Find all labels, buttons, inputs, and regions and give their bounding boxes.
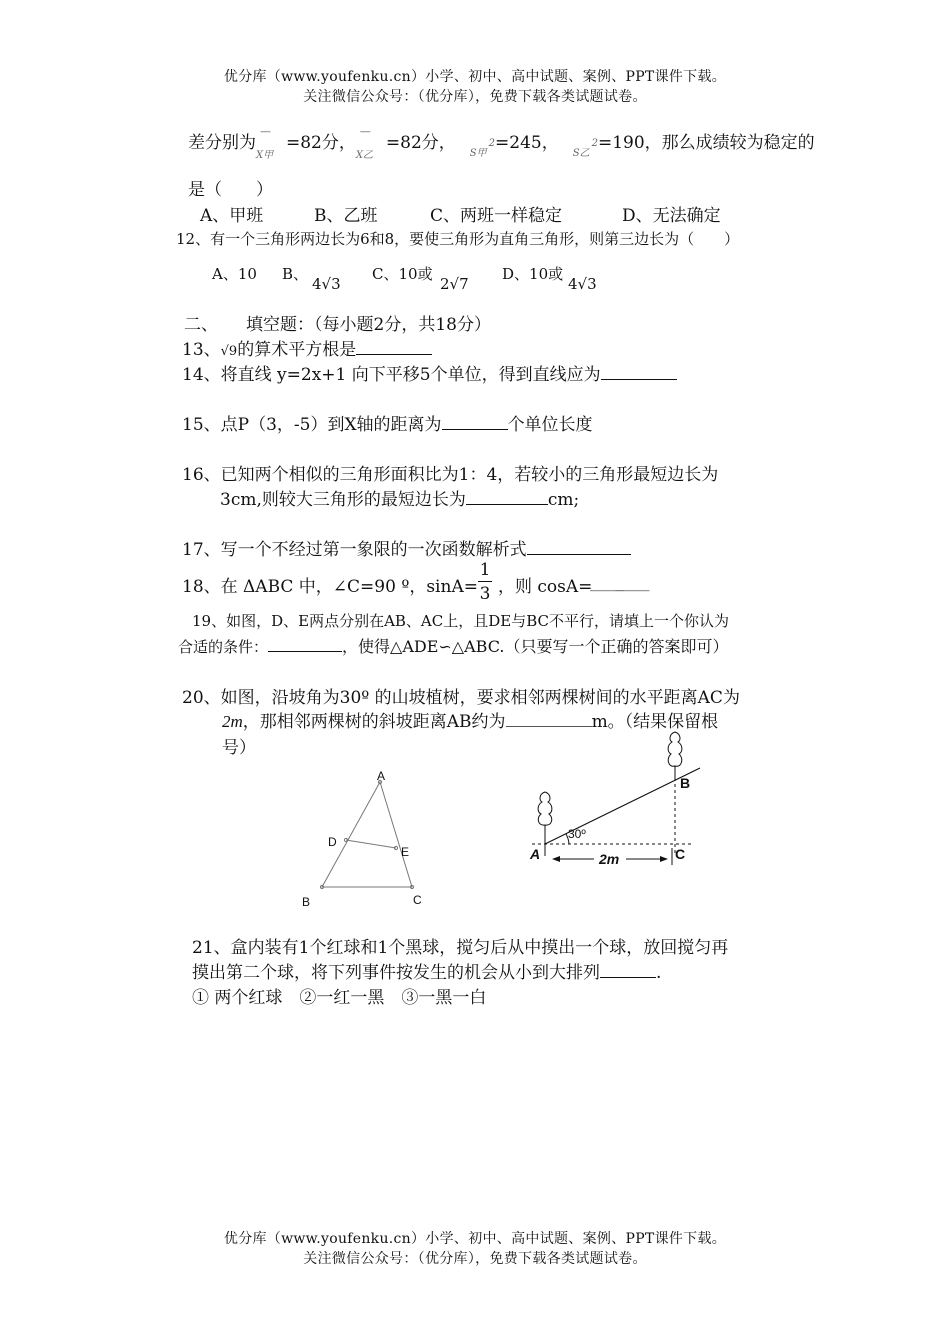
slope-figure: [524, 728, 714, 873]
q13: [182, 335, 432, 360]
q19-line2-a: 合适的条件：: [178, 638, 269, 656]
q11-option-a: A、甲班: [200, 206, 264, 226]
q14-answer-blank[interactable]: [601, 363, 677, 380]
q11-option-c: C、两班一样稳定: [430, 206, 563, 226]
q21-line2-end: .: [656, 963, 662, 983]
q20-distance-unit: m: [230, 712, 243, 731]
q12-option-d-math: 4√3: [568, 275, 597, 293]
q18-answer-blank[interactable]: [590, 572, 650, 592]
slope-label-b: B: [680, 775, 691, 791]
header-line-2: 关注微信公众号：（优分库），免费下载各类试题试卷。: [303, 89, 647, 105]
q19-line2-b: ，使得△ADE∽△ABC.（只要写一个正确的答案即可）: [342, 637, 729, 656]
bar-mark: —: [359, 125, 371, 138]
q20-line2-end: m。（结果保留根: [591, 712, 719, 732]
q21-line1: 21、盒内装有1个红球和1个黑球，搅匀后从中摸出一个球，放回搅匀再: [192, 938, 729, 958]
q21-answer-blank[interactable]: [600, 961, 656, 978]
q15-answer-blank[interactable]: [442, 413, 508, 430]
q16-line2-text: 3cm,则较大三角形的最短边长为: [220, 490, 466, 510]
q18-answer-mark: _: [615, 572, 624, 592]
q20-distance-value: 2: [222, 712, 231, 731]
q16-line1: 16、已知两个相似的三角形面积比为1：4，若较小的三角形最短边长为: [182, 465, 719, 485]
label-a: A: [377, 770, 386, 783]
label-c: C: [413, 893, 422, 907]
q18-text: 18、在 ΔABC 中，∠C=90 º，sinA=: [182, 577, 478, 597]
q16-answer-blank[interactable]: [466, 488, 548, 505]
x-a-symbol: X甲: [256, 150, 274, 161]
q12-option-b: B、: [282, 265, 309, 283]
q12-option-c: C、10或: [372, 265, 433, 283]
header-line-1: 优分库（www.youfenku.cn）小学、初中、高中试题、案例、PPT课件下载。: [223, 69, 727, 85]
q12-stem: 12、有一个三角形两边长为6和8，要使三角形为直角三角形，则第三边长为（ ）: [176, 230, 740, 248]
q13-radical: √9: [220, 344, 238, 359]
s-b-symbol: S乙: [572, 148, 590, 159]
tree-left-icon: [538, 792, 552, 836]
q16-unit: cm;: [547, 490, 580, 510]
q19-answer-blank[interactable]: [268, 635, 342, 652]
slope-distance-label: 2m: [599, 851, 620, 867]
q18-blank-line: ___: [590, 572, 616, 592]
arrowhead-right-icon: [660, 856, 668, 862]
q20-line1: 20、如图，沿坡角为30º 的山坡植树，要求相邻两棵树间的水平距离AC为: [182, 688, 740, 708]
segment-de: [346, 840, 396, 848]
q13-answer-blank[interactable]: [356, 338, 432, 355]
x-a-value: =82分，: [286, 133, 356, 153]
q14: [182, 360, 677, 385]
q11-option-b: B、乙班: [314, 206, 378, 226]
label-b: B: [302, 895, 311, 909]
q18-frac-den: 3: [479, 584, 491, 604]
q18-after: ，则 cosA=: [498, 577, 593, 597]
q12-option-a: A、10: [212, 265, 257, 283]
q17-answer-blank[interactable]: [527, 538, 631, 555]
q17: [182, 535, 631, 560]
q11-line1: [188, 125, 815, 161]
x-b-symbol: X乙: [355, 150, 374, 161]
q21-line2: [192, 958, 661, 983]
q12-option-c-math: 2√7: [440, 275, 469, 293]
s-b-value: =190，那么成绩较为稳定的: [597, 133, 815, 153]
q11-line2: 是（ ）: [188, 180, 273, 200]
q11-lead: 差分别为: [188, 133, 256, 153]
q17-text: 17、写一个不经过第一象限的一次函数解析式: [182, 540, 527, 560]
tree-right-icon: [668, 732, 682, 778]
label-d: D: [328, 835, 337, 849]
section2-number: 二、: [184, 315, 218, 335]
q15: [182, 410, 593, 435]
triangle-figure: [296, 770, 436, 915]
s-a-value: =245，: [495, 133, 559, 153]
q12-option-b-math: 4√3: [312, 275, 341, 293]
q18-frac-num: 1: [479, 560, 491, 580]
q20-line3: 号）: [222, 738, 256, 758]
q20-answer-blank[interactable]: [506, 710, 592, 727]
footer-line-1: 优分库（www.youfenku.cn）小学、初中、高中试题、案例、PPT课件下载。: [223, 1231, 727, 1247]
s-a-symbol: S甲: [469, 148, 487, 159]
slope-label-c: C: [675, 846, 686, 862]
bar-mark: —: [260, 125, 271, 138]
s-a-exp: 2: [488, 138, 496, 149]
q14-text: 14、将直线 y=2x+1 向下平移5个单位，得到直线应为: [182, 365, 601, 385]
q20-line2-text: ，那相邻两棵树的斜坡距离AB约为: [242, 712, 506, 732]
q18-frac-bar: [478, 581, 492, 582]
x-b-value: =82分，: [385, 133, 456, 153]
footer-line-2: 关注微信公众号：（优分库），免费下载各类试题试卷。: [303, 1251, 647, 1267]
s-b-exp: 2: [591, 138, 598, 149]
section2-title: 填空题：（每小题2分，共18分）: [246, 315, 491, 335]
q21-line3: ① 两个红球 ②一红一黑 ③一黑一白: [192, 988, 487, 1008]
q19-line1: 19、如图，D、E两点分别在AB、AC上，且DE与BC不平行，请填上一个你认为: [192, 612, 729, 630]
slope-angle-label: 30º: [568, 827, 586, 841]
q15-text: 15、点P（3，-5）到X轴的距离为: [182, 415, 442, 435]
slope-label-a: A: [530, 846, 541, 862]
q19-line2: [178, 634, 728, 657]
q13-text: 的算术平方根是: [237, 340, 357, 360]
q16-line2: [220, 485, 579, 510]
q13-number: 13、: [182, 340, 221, 360]
q11-option-d: D、无法确定: [622, 206, 721, 226]
label-e: E: [401, 845, 410, 859]
q15-after: 个单位长度: [507, 415, 593, 435]
q18-blank-line: ___: [624, 572, 650, 592]
q12-option-d: D、10或: [502, 265, 564, 283]
q21-line2-text: 摸出第二个球，将下列事件按发生的机会从小到大排列: [192, 963, 600, 983]
arrowhead-left-icon: [552, 856, 560, 862]
